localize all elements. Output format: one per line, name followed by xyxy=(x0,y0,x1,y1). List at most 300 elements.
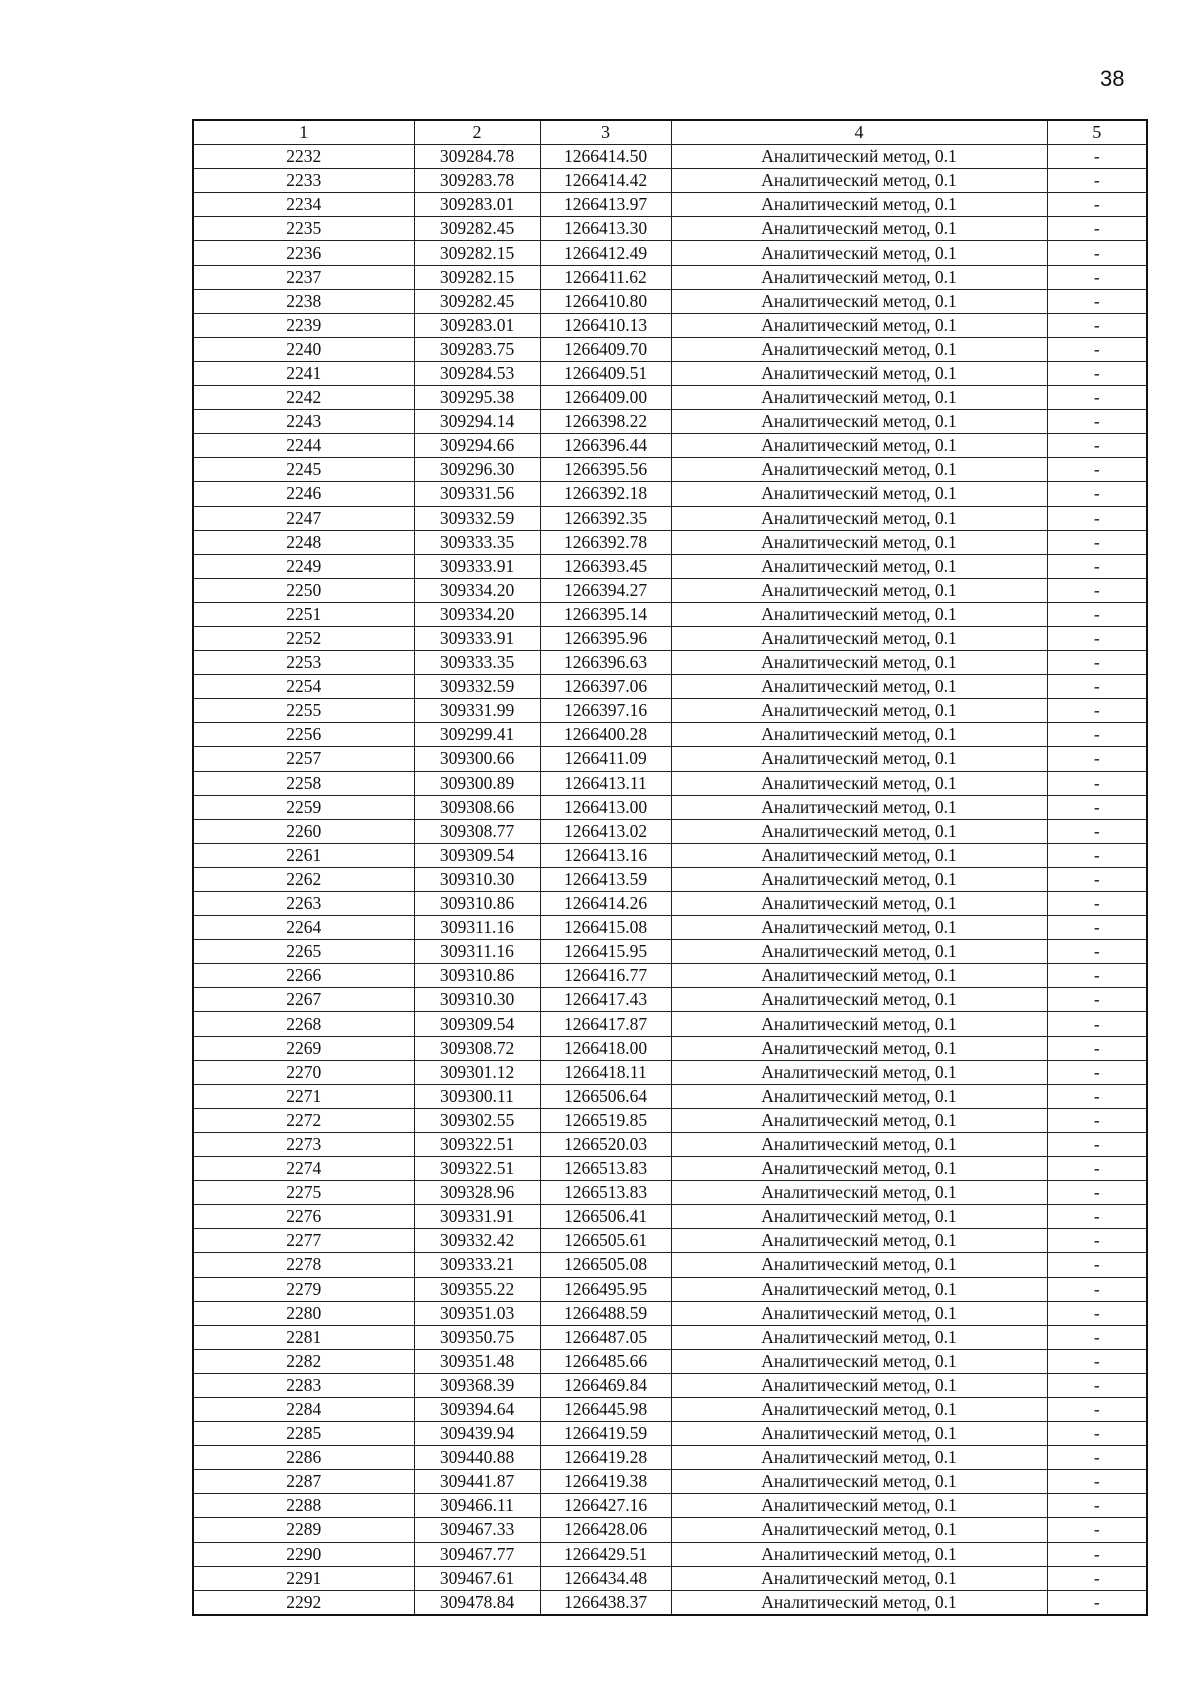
note-cell: - xyxy=(1047,1157,1147,1181)
x-coordinate-cell: 309394.64 xyxy=(414,1397,540,1421)
table-row xyxy=(193,916,1147,940)
point-number-cell: 2258 xyxy=(193,771,414,795)
note-cell: - xyxy=(1047,386,1147,410)
note-cell: - xyxy=(1047,1470,1147,1494)
table-row xyxy=(193,145,1147,169)
x-coordinate-cell: 309331.99 xyxy=(414,699,540,723)
table-body xyxy=(193,145,1147,1615)
note-cell: - xyxy=(1047,578,1147,602)
table-row xyxy=(193,1181,1147,1205)
y-coordinate-cell: 1266414.26 xyxy=(540,892,671,916)
x-coordinate-cell: 309294.14 xyxy=(414,410,540,434)
x-coordinate-cell: 309466.11 xyxy=(414,1494,540,1518)
y-coordinate-cell: 1266428.06 xyxy=(540,1518,671,1542)
table-row xyxy=(193,1446,1147,1470)
y-coordinate-cell: 1266392.78 xyxy=(540,530,671,554)
x-coordinate-cell: 309302.55 xyxy=(414,1108,540,1132)
y-coordinate-cell: 1266438.37 xyxy=(540,1590,671,1615)
method-cell: Аналитический метод, 0.1 xyxy=(671,771,1047,795)
x-coordinate-cell: 309467.33 xyxy=(414,1518,540,1542)
method-cell: Аналитический метод, 0.1 xyxy=(671,1060,1047,1084)
point-number-cell: 2255 xyxy=(193,699,414,723)
y-coordinate-cell: 1266495.95 xyxy=(540,1277,671,1301)
table-row xyxy=(193,988,1147,1012)
note-cell: - xyxy=(1047,1060,1147,1084)
method-cell: Аналитический метод, 0.1 xyxy=(671,699,1047,723)
table-row xyxy=(193,771,1147,795)
note-cell: - xyxy=(1047,675,1147,699)
column-header-3: 3 xyxy=(540,120,671,145)
y-coordinate-cell: 1266513.83 xyxy=(540,1157,671,1181)
note-cell: - xyxy=(1047,337,1147,361)
point-number-cell: 2240 xyxy=(193,337,414,361)
x-coordinate-cell: 309333.21 xyxy=(414,1253,540,1277)
x-coordinate-cell: 309283.01 xyxy=(414,193,540,217)
y-coordinate-cell: 1266393.45 xyxy=(540,554,671,578)
table-row xyxy=(193,626,1147,650)
method-cell: Аналитический метод, 0.1 xyxy=(671,241,1047,265)
note-cell: - xyxy=(1047,1205,1147,1229)
method-cell: Аналитический метод, 0.1 xyxy=(671,651,1047,675)
table-row xyxy=(193,1301,1147,1325)
y-coordinate-cell: 1266413.16 xyxy=(540,843,671,867)
table-row xyxy=(193,1325,1147,1349)
x-coordinate-cell: 309310.86 xyxy=(414,892,540,916)
method-cell: Аналитический метод, 0.1 xyxy=(671,1518,1047,1542)
y-coordinate-cell: 1266419.38 xyxy=(540,1470,671,1494)
method-cell: Аналитический метод, 0.1 xyxy=(671,458,1047,482)
note-cell: - xyxy=(1047,1422,1147,1446)
table-row xyxy=(193,458,1147,482)
note-cell: - xyxy=(1047,723,1147,747)
note-cell: - xyxy=(1047,819,1147,843)
method-cell: Аналитический метод, 0.1 xyxy=(671,819,1047,843)
point-number-cell: 2262 xyxy=(193,867,414,891)
method-cell: Аналитический метод, 0.1 xyxy=(671,1325,1047,1349)
method-cell: Аналитический метод, 0.1 xyxy=(671,1205,1047,1229)
column-header-1: 1 xyxy=(193,120,414,145)
table-row xyxy=(193,434,1147,458)
table-row xyxy=(193,386,1147,410)
point-number-cell: 2265 xyxy=(193,940,414,964)
method-cell: Аналитический метод, 0.1 xyxy=(671,1349,1047,1373)
point-number-cell: 2272 xyxy=(193,1108,414,1132)
point-number-cell: 2279 xyxy=(193,1277,414,1301)
table-row xyxy=(193,1470,1147,1494)
y-coordinate-cell: 1266413.11 xyxy=(540,771,671,795)
method-cell: Аналитический метод, 0.1 xyxy=(671,193,1047,217)
table-row xyxy=(193,1036,1147,1060)
table-row xyxy=(193,1205,1147,1229)
x-coordinate-cell: 309333.35 xyxy=(414,651,540,675)
table-row xyxy=(193,1132,1147,1156)
note-cell: - xyxy=(1047,554,1147,578)
method-cell: Аналитический метод, 0.1 xyxy=(671,265,1047,289)
point-number-cell: 2233 xyxy=(193,169,414,193)
note-cell: - xyxy=(1047,1229,1147,1253)
note-cell: - xyxy=(1047,1132,1147,1156)
y-coordinate-cell: 1266414.50 xyxy=(540,145,671,169)
point-number-cell: 2264 xyxy=(193,916,414,940)
note-cell: - xyxy=(1047,410,1147,434)
table-row xyxy=(193,819,1147,843)
x-coordinate-cell: 309284.53 xyxy=(414,361,540,385)
note-cell: - xyxy=(1047,434,1147,458)
y-coordinate-cell: 1266413.30 xyxy=(540,217,671,241)
y-coordinate-cell: 1266412.49 xyxy=(540,241,671,265)
x-coordinate-cell: 309322.51 xyxy=(414,1132,540,1156)
method-cell: Аналитический метод, 0.1 xyxy=(671,1012,1047,1036)
table-row xyxy=(193,843,1147,867)
method-cell: Аналитический метод, 0.1 xyxy=(671,1542,1047,1566)
x-coordinate-cell: 309282.15 xyxy=(414,265,540,289)
point-number-cell: 2269 xyxy=(193,1036,414,1060)
note-cell: - xyxy=(1047,1542,1147,1566)
point-number-cell: 2252 xyxy=(193,626,414,650)
point-number-cell: 2256 xyxy=(193,723,414,747)
y-coordinate-cell: 1266398.22 xyxy=(540,410,671,434)
x-coordinate-cell: 309350.75 xyxy=(414,1325,540,1349)
x-coordinate-cell: 309440.88 xyxy=(414,1446,540,1470)
note-cell: - xyxy=(1047,1446,1147,1470)
x-coordinate-cell: 309300.66 xyxy=(414,747,540,771)
note-cell: - xyxy=(1047,988,1147,1012)
y-coordinate-cell: 1266392.35 xyxy=(540,506,671,530)
y-coordinate-cell: 1266505.61 xyxy=(540,1229,671,1253)
y-coordinate-cell: 1266411.09 xyxy=(540,747,671,771)
y-coordinate-cell: 1266445.98 xyxy=(540,1397,671,1421)
x-coordinate-cell: 309331.91 xyxy=(414,1205,540,1229)
y-coordinate-cell: 1266413.00 xyxy=(540,795,671,819)
method-cell: Аналитический метод, 0.1 xyxy=(671,892,1047,916)
method-cell: Аналитический метод, 0.1 xyxy=(671,1301,1047,1325)
method-cell: Аналитический метод, 0.1 xyxy=(671,940,1047,964)
y-coordinate-cell: 1266394.27 xyxy=(540,578,671,602)
x-coordinate-cell: 309333.91 xyxy=(414,554,540,578)
point-number-cell: 2286 xyxy=(193,1446,414,1470)
x-coordinate-cell: 309355.22 xyxy=(414,1277,540,1301)
table-row xyxy=(193,940,1147,964)
y-coordinate-cell: 1266395.14 xyxy=(540,602,671,626)
note-cell: - xyxy=(1047,265,1147,289)
point-number-cell: 2285 xyxy=(193,1422,414,1446)
x-coordinate-cell: 309308.72 xyxy=(414,1036,540,1060)
point-number-cell: 2290 xyxy=(193,1542,414,1566)
note-cell: - xyxy=(1047,940,1147,964)
table-row xyxy=(193,217,1147,241)
point-number-cell: 2232 xyxy=(193,145,414,169)
point-number-cell: 2253 xyxy=(193,651,414,675)
x-coordinate-cell: 309282.15 xyxy=(414,241,540,265)
y-coordinate-cell: 1266416.77 xyxy=(540,964,671,988)
y-coordinate-cell: 1266488.59 xyxy=(540,1301,671,1325)
method-cell: Аналитический метод, 0.1 xyxy=(671,530,1047,554)
y-coordinate-cell: 1266413.97 xyxy=(540,193,671,217)
y-coordinate-cell: 1266505.08 xyxy=(540,1253,671,1277)
table-row xyxy=(193,1229,1147,1253)
point-number-cell: 2249 xyxy=(193,554,414,578)
method-cell: Аналитический метод, 0.1 xyxy=(671,1132,1047,1156)
point-number-cell: 2278 xyxy=(193,1253,414,1277)
table-row xyxy=(193,361,1147,385)
x-coordinate-cell: 309310.86 xyxy=(414,964,540,988)
table-row xyxy=(193,867,1147,891)
x-coordinate-cell: 309309.54 xyxy=(414,843,540,867)
point-number-cell: 2241 xyxy=(193,361,414,385)
table-row xyxy=(193,1542,1147,1566)
x-coordinate-cell: 309299.41 xyxy=(414,723,540,747)
note-cell: - xyxy=(1047,892,1147,916)
table-row xyxy=(193,1060,1147,1084)
column-header-5: 5 xyxy=(1047,120,1147,145)
table-row xyxy=(193,1422,1147,1446)
table-row xyxy=(193,530,1147,554)
x-coordinate-cell: 309332.59 xyxy=(414,506,540,530)
method-cell: Аналитический метод, 0.1 xyxy=(671,916,1047,940)
x-coordinate-cell: 309309.54 xyxy=(414,1012,540,1036)
y-coordinate-cell: 1266395.96 xyxy=(540,626,671,650)
note-cell: - xyxy=(1047,1373,1147,1397)
method-cell: Аналитический метод, 0.1 xyxy=(671,506,1047,530)
note-cell: - xyxy=(1047,1494,1147,1518)
x-coordinate-cell: 309439.94 xyxy=(414,1422,540,1446)
method-cell: Аналитический метод, 0.1 xyxy=(671,1036,1047,1060)
table-row xyxy=(193,410,1147,434)
y-coordinate-cell: 1266419.28 xyxy=(540,1446,671,1470)
y-coordinate-cell: 1266427.16 xyxy=(540,1494,671,1518)
x-coordinate-cell: 309283.75 xyxy=(414,337,540,361)
y-coordinate-cell: 1266396.44 xyxy=(540,434,671,458)
point-number-cell: 2288 xyxy=(193,1494,414,1518)
note-cell: - xyxy=(1047,1108,1147,1132)
point-number-cell: 2289 xyxy=(193,1518,414,1542)
method-cell: Аналитический метод, 0.1 xyxy=(671,217,1047,241)
method-cell: Аналитический метод, 0.1 xyxy=(671,410,1047,434)
point-number-cell: 2273 xyxy=(193,1132,414,1156)
y-coordinate-cell: 1266485.66 xyxy=(540,1349,671,1373)
column-header-2: 2 xyxy=(414,120,540,145)
y-coordinate-cell: 1266409.51 xyxy=(540,361,671,385)
x-coordinate-cell: 309282.45 xyxy=(414,289,540,313)
method-cell: Аналитический метод, 0.1 xyxy=(671,1157,1047,1181)
point-number-cell: 2251 xyxy=(193,602,414,626)
note-cell: - xyxy=(1047,482,1147,506)
point-number-cell: 2266 xyxy=(193,964,414,988)
note-cell: - xyxy=(1047,699,1147,723)
point-number-cell: 2283 xyxy=(193,1373,414,1397)
x-coordinate-cell: 309351.48 xyxy=(414,1349,540,1373)
note-cell: - xyxy=(1047,747,1147,771)
note-cell: - xyxy=(1047,361,1147,385)
method-cell: Аналитический метод, 0.1 xyxy=(671,1590,1047,1615)
note-cell: - xyxy=(1047,1325,1147,1349)
method-cell: Аналитический метод, 0.1 xyxy=(671,1181,1047,1205)
note-cell: - xyxy=(1047,1566,1147,1590)
point-number-cell: 2260 xyxy=(193,819,414,843)
point-number-cell: 2259 xyxy=(193,795,414,819)
point-number-cell: 2234 xyxy=(193,193,414,217)
y-coordinate-cell: 1266506.41 xyxy=(540,1205,671,1229)
table-row xyxy=(193,506,1147,530)
method-cell: Аналитический метод, 0.1 xyxy=(671,1373,1047,1397)
x-coordinate-cell: 309334.20 xyxy=(414,602,540,626)
note-cell: - xyxy=(1047,1277,1147,1301)
method-cell: Аналитический метод, 0.1 xyxy=(671,964,1047,988)
coordinates-table xyxy=(192,119,1148,1616)
method-cell: Аналитический метод, 0.1 xyxy=(671,313,1047,337)
table-row xyxy=(193,1108,1147,1132)
method-cell: Аналитический метод, 0.1 xyxy=(671,1277,1047,1301)
table-row xyxy=(193,675,1147,699)
note-cell: - xyxy=(1047,1012,1147,1036)
note-cell: - xyxy=(1047,193,1147,217)
x-coordinate-cell: 309441.87 xyxy=(414,1470,540,1494)
note-cell: - xyxy=(1047,241,1147,265)
table-row xyxy=(193,1373,1147,1397)
x-coordinate-cell: 309300.89 xyxy=(414,771,540,795)
note-cell: - xyxy=(1047,145,1147,169)
y-coordinate-cell: 1266434.48 xyxy=(540,1566,671,1590)
method-cell: Аналитический метод, 0.1 xyxy=(671,1108,1047,1132)
y-coordinate-cell: 1266418.11 xyxy=(540,1060,671,1084)
y-coordinate-cell: 1266414.42 xyxy=(540,169,671,193)
x-coordinate-cell: 309310.30 xyxy=(414,988,540,1012)
table-row xyxy=(193,169,1147,193)
point-number-cell: 2281 xyxy=(193,1325,414,1349)
y-coordinate-cell: 1266419.59 xyxy=(540,1422,671,1446)
x-coordinate-cell: 309284.78 xyxy=(414,145,540,169)
point-number-cell: 2246 xyxy=(193,482,414,506)
y-coordinate-cell: 1266396.63 xyxy=(540,651,671,675)
table-row xyxy=(193,337,1147,361)
point-number-cell: 2239 xyxy=(193,313,414,337)
note-cell: - xyxy=(1047,313,1147,337)
table-row xyxy=(193,1518,1147,1542)
note-cell: - xyxy=(1047,458,1147,482)
x-coordinate-cell: 309301.12 xyxy=(414,1060,540,1084)
note-cell: - xyxy=(1047,867,1147,891)
point-number-cell: 2247 xyxy=(193,506,414,530)
note-cell: - xyxy=(1047,602,1147,626)
note-cell: - xyxy=(1047,795,1147,819)
y-coordinate-cell: 1266519.85 xyxy=(540,1108,671,1132)
method-cell: Аналитический метод, 0.1 xyxy=(671,626,1047,650)
point-number-cell: 2242 xyxy=(193,386,414,410)
method-cell: Аналитический метод, 0.1 xyxy=(671,867,1047,891)
note-cell: - xyxy=(1047,217,1147,241)
y-coordinate-cell: 1266469.84 xyxy=(540,1373,671,1397)
y-coordinate-cell: 1266392.18 xyxy=(540,482,671,506)
point-number-cell: 2280 xyxy=(193,1301,414,1325)
x-coordinate-cell: 309333.91 xyxy=(414,626,540,650)
point-number-cell: 2248 xyxy=(193,530,414,554)
table-row xyxy=(193,747,1147,771)
method-cell: Аналитический метод, 0.1 xyxy=(671,578,1047,602)
method-cell: Аналитический метод, 0.1 xyxy=(671,988,1047,1012)
point-number-cell: 2284 xyxy=(193,1397,414,1421)
x-coordinate-cell: 309283.01 xyxy=(414,313,540,337)
method-cell: Аналитический метод, 0.1 xyxy=(671,747,1047,771)
point-number-cell: 2235 xyxy=(193,217,414,241)
x-coordinate-cell: 309333.35 xyxy=(414,530,540,554)
y-coordinate-cell: 1266411.62 xyxy=(540,265,671,289)
note-cell: - xyxy=(1047,506,1147,530)
table-row xyxy=(193,1253,1147,1277)
point-number-cell: 2276 xyxy=(193,1205,414,1229)
method-cell: Аналитический метод, 0.1 xyxy=(671,169,1047,193)
y-coordinate-cell: 1266410.80 xyxy=(540,289,671,313)
x-coordinate-cell: 309467.61 xyxy=(414,1566,540,1590)
y-coordinate-cell: 1266397.06 xyxy=(540,675,671,699)
table-row xyxy=(193,1084,1147,1108)
point-number-cell: 2254 xyxy=(193,675,414,699)
x-coordinate-cell: 309331.56 xyxy=(414,482,540,506)
table-row xyxy=(193,265,1147,289)
table-row xyxy=(193,892,1147,916)
method-cell: Аналитический метод, 0.1 xyxy=(671,795,1047,819)
point-number-cell: 2282 xyxy=(193,1349,414,1373)
method-cell: Аналитический метод, 0.1 xyxy=(671,843,1047,867)
table-row xyxy=(193,699,1147,723)
method-cell: Аналитический метод, 0.1 xyxy=(671,482,1047,506)
y-coordinate-cell: 1266409.00 xyxy=(540,386,671,410)
header-row xyxy=(193,120,1147,145)
y-coordinate-cell: 1266409.70 xyxy=(540,337,671,361)
x-coordinate-cell: 309334.20 xyxy=(414,578,540,602)
point-number-cell: 2245 xyxy=(193,458,414,482)
method-cell: Аналитический метод, 0.1 xyxy=(671,1253,1047,1277)
method-cell: Аналитический метод, 0.1 xyxy=(671,289,1047,313)
y-coordinate-cell: 1266413.02 xyxy=(540,819,671,843)
table-row xyxy=(193,1494,1147,1518)
point-number-cell: 2236 xyxy=(193,241,414,265)
point-number-cell: 2271 xyxy=(193,1084,414,1108)
method-cell: Аналитический метод, 0.1 xyxy=(671,1566,1047,1590)
point-number-cell: 2267 xyxy=(193,988,414,1012)
x-coordinate-cell: 309332.59 xyxy=(414,675,540,699)
note-cell: - xyxy=(1047,1590,1147,1615)
column-header-4: 4 xyxy=(671,120,1047,145)
method-cell: Аналитический метод, 0.1 xyxy=(671,386,1047,410)
note-cell: - xyxy=(1047,1518,1147,1542)
y-coordinate-cell: 1266520.03 xyxy=(540,1132,671,1156)
x-coordinate-cell: 309328.96 xyxy=(414,1181,540,1205)
point-number-cell: 2244 xyxy=(193,434,414,458)
note-cell: - xyxy=(1047,169,1147,193)
note-cell: - xyxy=(1047,964,1147,988)
note-cell: - xyxy=(1047,916,1147,940)
y-coordinate-cell: 1266413.59 xyxy=(540,867,671,891)
x-coordinate-cell: 309295.38 xyxy=(414,386,540,410)
y-coordinate-cell: 1266415.08 xyxy=(540,916,671,940)
y-coordinate-cell: 1266418.00 xyxy=(540,1036,671,1060)
point-number-cell: 2275 xyxy=(193,1181,414,1205)
note-cell: - xyxy=(1047,651,1147,675)
point-number-cell: 2291 xyxy=(193,1566,414,1590)
table-row xyxy=(193,578,1147,602)
point-number-cell: 2270 xyxy=(193,1060,414,1084)
method-cell: Аналитический метод, 0.1 xyxy=(671,1470,1047,1494)
method-cell: Аналитический метод, 0.1 xyxy=(671,434,1047,458)
note-cell: - xyxy=(1047,1301,1147,1325)
point-number-cell: 2292 xyxy=(193,1590,414,1615)
x-coordinate-cell: 309351.03 xyxy=(414,1301,540,1325)
y-coordinate-cell: 1266506.64 xyxy=(540,1084,671,1108)
table-row xyxy=(193,795,1147,819)
method-cell: Аналитический метод, 0.1 xyxy=(671,1229,1047,1253)
table-row xyxy=(193,1277,1147,1301)
point-number-cell: 2237 xyxy=(193,265,414,289)
